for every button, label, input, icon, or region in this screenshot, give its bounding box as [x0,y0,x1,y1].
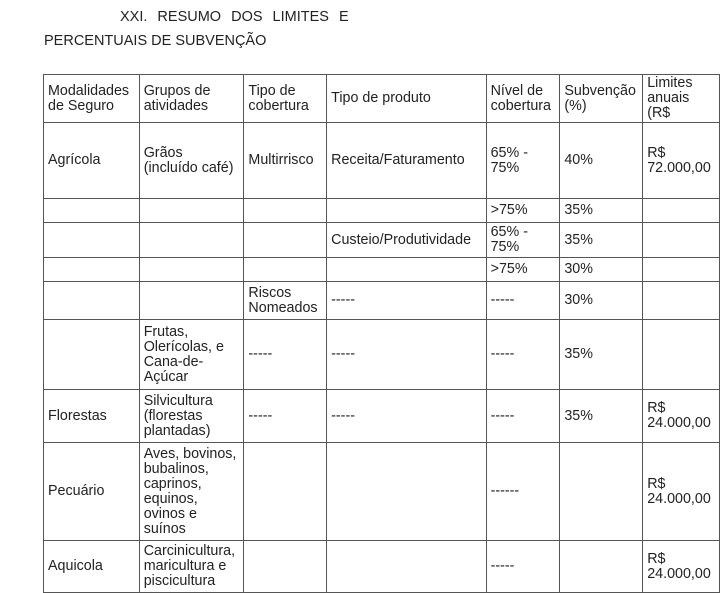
table-row [44,443,720,541]
cell-modality: Pecuário [44,443,140,541]
table-row [44,541,720,593]
table-row [44,258,720,282]
table-row [44,282,720,320]
cell-modality: Aquicola [44,541,140,593]
cell-annual-limit [643,223,720,258]
cell-modality: Florestas [44,390,140,443]
cell-subsidy: 35% [560,223,643,258]
cell-activity-group [139,258,244,282]
cell-coverage-type: Multirrisco [244,123,327,199]
cell-annual-limit: R$ 72.000,00 [643,123,720,199]
cell-annual-limit [643,199,720,223]
header-subsidy: Subvenção (%) [560,75,643,123]
cell-coverage-type [244,199,327,223]
cell-annual-limit [643,320,720,390]
cell-subsidy: 35% [560,390,643,443]
cell-coverage-level: 65% - 75% [486,123,560,199]
cell-coverage-level: ----- [486,390,560,443]
cell-subsidy: 30% [560,258,643,282]
cell-product-type: Custeio/Produtividade [327,223,486,258]
cell-coverage-level: ----- [486,282,560,320]
table-row [44,320,720,390]
section-title-line-1: XXI. RESUMO DOS LIMITES E [120,9,349,25]
cell-activity-group [139,282,244,320]
cell-coverage-type: ----- [244,390,327,443]
cell-coverage-level: ------ [486,443,560,541]
cell-product-type [327,258,486,282]
cell-coverage-type [244,258,327,282]
cell-modality: Agrícola [44,123,140,199]
cell-activity-group: Grãos (incluído café) [139,123,244,199]
cell-activity-group [139,223,244,258]
header-activity-group: Grupos de atividades [139,75,244,123]
cell-coverage-type: Riscos Nomeados [244,282,327,320]
table-row [44,390,720,443]
cell-subsidy [560,541,643,593]
cell-annual-limit: R$ 24.000,00 [643,541,720,593]
cell-subsidy: 35% [560,199,643,223]
section-title-line-2: PERCENTUAIS DE SUBVENÇÃO [44,33,267,49]
cell-coverage-level: 65% - 75% [486,223,560,258]
subsidy-limits-table [43,74,720,593]
cell-coverage-level: >75% [486,258,560,282]
cell-product-type: ----- [327,320,486,390]
cell-modality [44,199,140,223]
header-coverage-level: Nível de cobertura [486,75,560,123]
cell-modality [44,320,140,390]
cell-subsidy [560,443,643,541]
cell-modality [44,282,140,320]
cell-annual-limit [643,258,720,282]
cell-coverage-type: ----- [244,320,327,390]
cell-product-type: ----- [327,282,486,320]
table-body [44,75,720,593]
header-coverage-type: Tipo de cobertura [244,75,327,123]
table-row [44,199,720,223]
cell-activity-group: Silvicultura (florestas plantadas) [139,390,244,443]
cell-subsidy: 40% [560,123,643,199]
cell-activity-group: Carcinicultura, maricultura e piscicultura [139,541,244,593]
table-row [44,223,720,258]
cell-product-type: Receita/Faturamento [327,123,486,199]
cell-coverage-type [244,541,327,593]
header-modality: Modalidades de Seguro [44,75,140,123]
cell-coverage-type [244,443,327,541]
cell-annual-limit: R$ 24.000,00 [643,390,720,443]
table-row [44,123,720,199]
cell-coverage-level: >75% [486,199,560,223]
cell-modality [44,223,140,258]
cell-subsidy: 30% [560,282,643,320]
table-header-row [44,75,720,123]
cell-annual-limit [643,282,720,320]
cell-modality [44,258,140,282]
header-product-type: Tipo de produto [327,75,486,123]
cell-product-type [327,199,486,223]
cell-subsidy: 35% [560,320,643,390]
cell-activity-group: Frutas, Olerícolas, e Cana-de-Açúcar [139,320,244,390]
cell-product-type [327,541,486,593]
header-annual-limit: Limites anuais (R$ [643,75,720,123]
cell-coverage-type [244,223,327,258]
cell-coverage-level: ----- [486,541,560,593]
cell-activity-group: Aves, bovinos, bubalinos, caprinos, equinos, ovinos e suínos [139,443,244,541]
cell-coverage-level: ----- [486,320,560,390]
cell-annual-limit: R$ 24.000,00 [643,443,720,541]
cell-product-type: ----- [327,390,486,443]
cell-activity-group [139,199,244,223]
cell-product-type [327,443,486,541]
